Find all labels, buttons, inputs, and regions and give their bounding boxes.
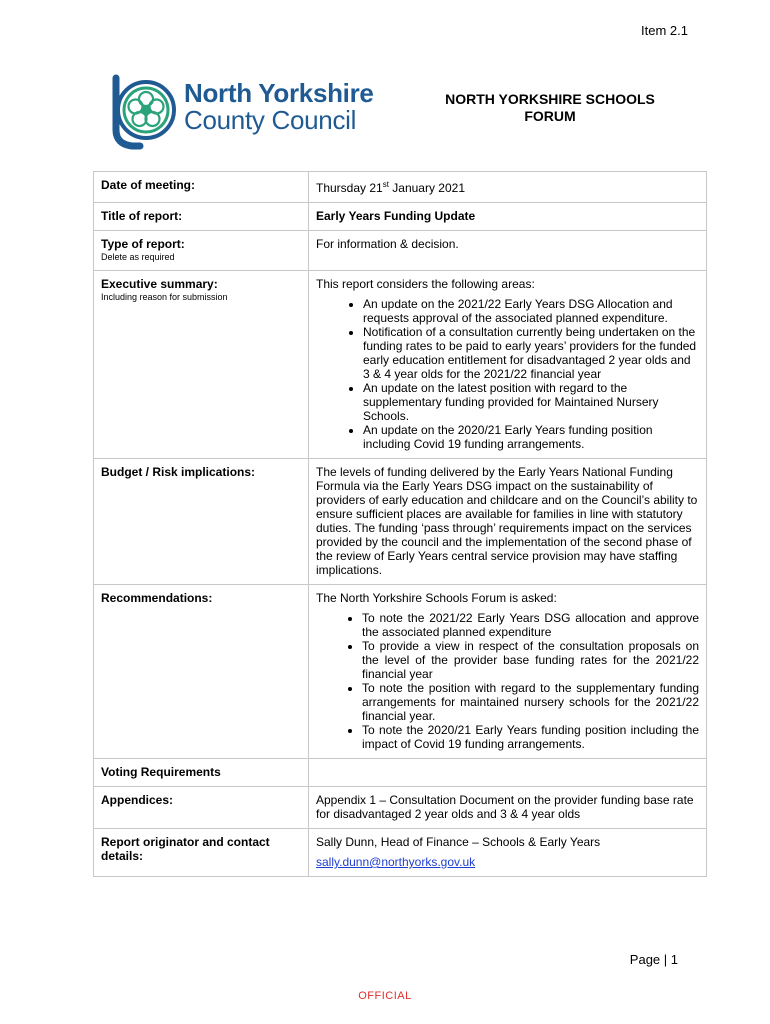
exec-sublabel: Including reason for submission (101, 292, 228, 302)
exec-intro: This report considers the following areas: (316, 277, 535, 291)
title-value: Early Years Funding Update (309, 203, 707, 231)
originator-label: Report originator and contact details: (94, 829, 309, 877)
title-label: Title of report: (94, 203, 309, 231)
table-row (94, 203, 707, 231)
date-month-year: January 2021 (388, 181, 465, 195)
voting-value (309, 759, 707, 787)
budget-value: The levels of funding delivered by the Early Years National Funding Formula via the Early Years DSG impact on the sustainability of providers of early education and childcare and on the Council’s ability to ensure sufficient places are available for families in line with statutory duties. The funding ‘pass through’ requirements impact on the services provided by the council and the implementation of the second phase of the review of Early Years central service provision may have staffing implications. (309, 459, 707, 585)
recommendations-bullet-list (316, 611, 699, 751)
forum-title (400, 91, 700, 125)
list-item: • Notification of a consultation currently being undertaken on the funding rates to be paid to early years’ providers for the funded early education entitlement for disadvantaged 2 year olds and 3 & 4 year olds for the 2021/22 financial year (363, 325, 699, 381)
table-row (94, 829, 707, 877)
budget-label: Budget / Risk implications: (94, 459, 309, 585)
date-ordinal: st (382, 180, 389, 189)
date-value (309, 172, 707, 203)
exec-bullet-list (316, 297, 699, 451)
list-item: • To note the 2021/22 Early Years DSG allocation and approve the associated planned expenditure (362, 611, 699, 639)
table-row (94, 459, 707, 585)
appendices-value: Appendix 1 – Consultation Document on the provider funding base rate for disadvantaged 2 year olds and 3 & 4 year olds (309, 787, 707, 829)
county-council-logo (104, 70, 384, 150)
item-number: Item 2.1 (641, 23, 688, 38)
type-sublabel: Delete as required (101, 252, 175, 262)
rose-emblem-icon (104, 70, 182, 150)
list-item: • An update on the 2021/22 Early Years DSG Allocation and requests approval of the associated planned expenditure. (363, 297, 699, 325)
originator-value (309, 829, 707, 877)
originator-email-link[interactable]: sally.dunn@northyorks.gov.uk (316, 855, 476, 869)
type-label: Type of report: (101, 237, 185, 251)
exec-label-cell (94, 271, 309, 459)
type-value: For information & decision. (309, 231, 707, 271)
forum-title-line1: NORTH YORKSHIRE SCHOOLS (445, 91, 655, 107)
recommendations-value (309, 585, 707, 759)
table-row (94, 172, 707, 203)
appendices-label: Appendices: (94, 787, 309, 829)
table-row (94, 787, 707, 829)
recommendations-intro: The North Yorkshire Schools Forum is asked: (316, 591, 557, 605)
list-item: • To note the position with regard to the supplementary funding arrangements for maintained nursery schools for the 2021/22 financial year. (362, 681, 699, 723)
type-label-cell (94, 231, 309, 271)
date-day: Thursday 21 (316, 181, 383, 195)
exec-label: Executive summary: (101, 277, 218, 291)
list-item: • To note the 2020/21 Early Years funding position including the impact of Covid 19 funding arrangements. (362, 723, 699, 751)
forum-title-line2: FORUM (524, 108, 576, 124)
org-name-line2: County Council (184, 105, 357, 135)
table-row (94, 271, 707, 459)
list-item: • To provide a view in respect of the consultation proposals on the level of the provider base funding rates for the 2021/22 financial year (362, 639, 699, 681)
list-item: • An update on the 2020/21 Early Years funding position including Covid 19 funding arrangements. (363, 423, 699, 451)
voting-label: Voting Requirements (94, 759, 309, 787)
page-number: Page | 1 (629, 952, 678, 967)
report-summary-table (93, 171, 707, 877)
originator-name: Sally Dunn, Head of Finance – Schools & Early Years (316, 835, 601, 849)
recommendations-label: Recommendations: (94, 585, 309, 759)
list-item: • An update on the latest position with regard to the supplementary funding provided for Maintained Nursery Schools. (363, 381, 699, 423)
table-row (94, 231, 707, 271)
org-name-line1: North Yorkshire (184, 78, 374, 108)
table-row (94, 759, 707, 787)
date-label: Date of meeting: (94, 172, 309, 203)
classification-marking: OFFICIAL (358, 990, 412, 1002)
exec-value (309, 271, 707, 459)
table-row (94, 585, 707, 759)
